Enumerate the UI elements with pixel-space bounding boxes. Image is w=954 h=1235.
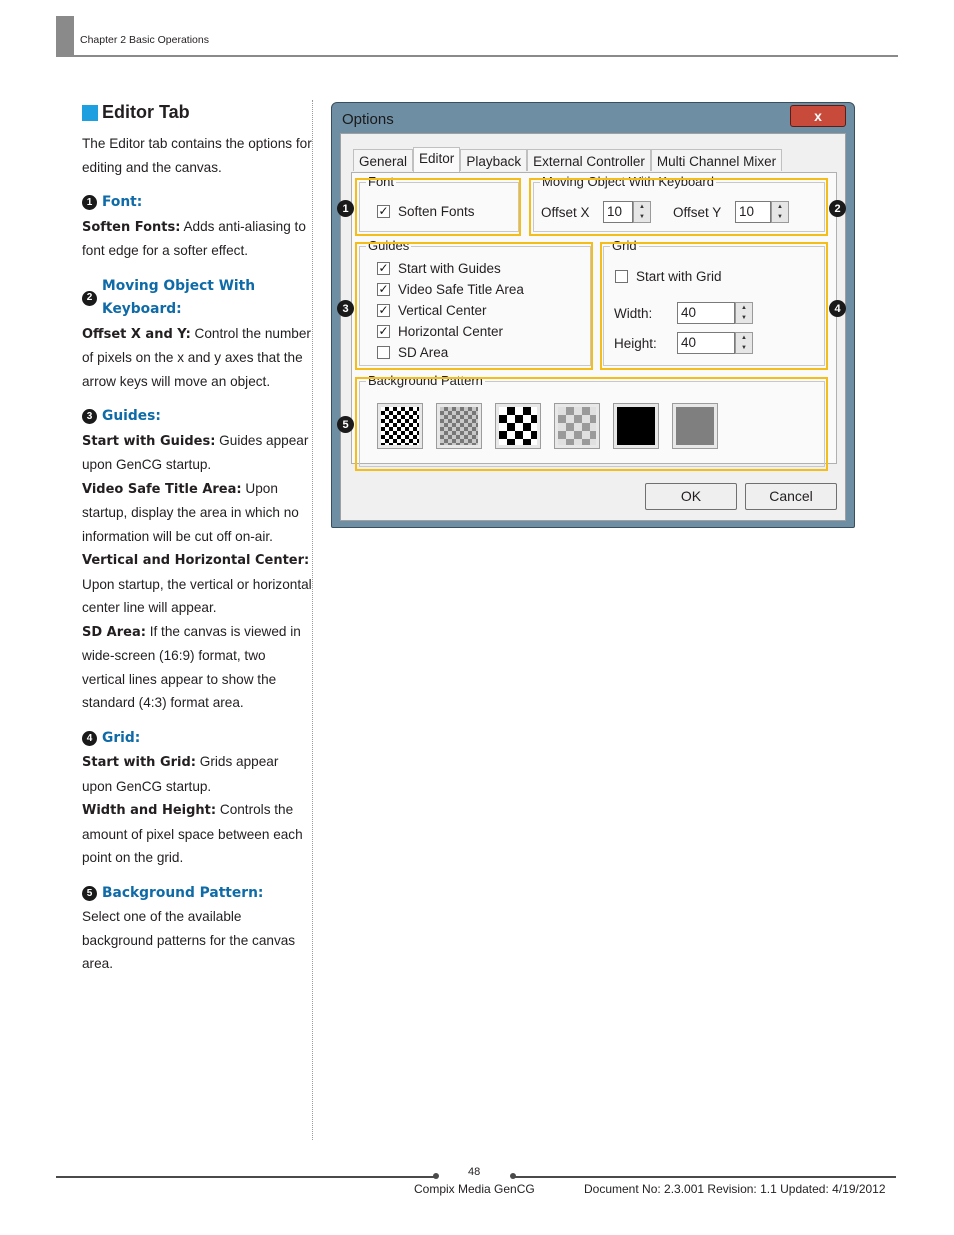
spin-arrows-icon[interactable]: ▲ ▼ — [735, 332, 753, 354]
checkbox-box: ✓ — [378, 282, 389, 296]
move-group-legend: Moving Object With Keyboard — [542, 174, 714, 189]
entry-term: Width and Height: — [82, 803, 217, 818]
section-title — [82, 100, 312, 126]
item-heading-text: Grid: — [102, 729, 141, 746]
close-button[interactable]: x — [790, 105, 846, 127]
ok-button[interactable]: OK — [645, 483, 737, 510]
entry-text: Select one of the available background patterns for the canvas area. — [82, 909, 296, 971]
description-column — [82, 100, 312, 976]
checkbox-label: Start with Guides — [398, 261, 501, 276]
item-list — [82, 179, 312, 976]
checkbox-box: ✓ — [378, 324, 389, 338]
section-gap — [82, 870, 312, 882]
item-entry — [82, 905, 312, 976]
item-heading — [82, 882, 312, 906]
item-number-badge: 2 — [82, 291, 97, 306]
section-gap — [82, 263, 312, 275]
item-number-badge: 5 — [82, 886, 97, 901]
callout-number-2: 2 — [829, 200, 846, 217]
spin-arrows-icon[interactable]: ▲ ▼ — [771, 201, 789, 223]
item-heading-text: Moving Object With Keyboard: — [102, 277, 256, 317]
tab-editor[interactable]: Editor — [413, 147, 460, 173]
section-intro: The Editor tab contains the options for editing and the canvas. — [82, 136, 312, 175]
page-number: 48 — [468, 1166, 481, 1178]
section-gap — [82, 393, 312, 405]
entry-term: Start with Grid: — [82, 755, 197, 770]
callout-frame-1 — [355, 178, 521, 236]
tab-playback[interactable]: Playback — [460, 149, 527, 171]
guides-group-legend: Guides — [368, 238, 410, 253]
checkbox-box: ✓ — [378, 204, 389, 218]
item-entry — [82, 477, 312, 549]
checkbox-label: Horizontal Center — [398, 324, 504, 339]
item-number-badge: 3 — [82, 409, 97, 424]
item-heading-text: Font: — [102, 194, 143, 210]
offset-y-label: Offset Y — [673, 205, 722, 220]
callout-frame-2 — [529, 178, 828, 236]
entry-term: Offset X and Y: — [82, 326, 191, 342]
item-heading — [82, 191, 312, 215]
item-number-badge: 1 — [82, 195, 97, 210]
grid-group-legend: Grid — [612, 238, 637, 253]
callout-number-5: 5 — [337, 416, 354, 433]
entry-term: SD Area: — [82, 624, 146, 640]
callout-frame-4 — [600, 242, 828, 370]
footer-rule-right — [514, 1176, 896, 1178]
footer-document-info: Document No: 2.3.001 Revision: 1.1 Updated: 4/19/2012 — [584, 1182, 886, 1196]
entry-text: Guides appear upon GenCG startup. — [82, 432, 309, 472]
entry-text: Controls the amount of pixel space between each point on the grid. — [82, 802, 303, 865]
callout-number-4: 4 — [829, 300, 846, 317]
cancel-button[interactable]: Cancel — [745, 483, 837, 510]
entry-text: Adds anti-aliasing to font edge for a softer effect. — [82, 218, 306, 258]
background-pattern-legend: Background Pattern — [368, 373, 483, 388]
item-entry — [82, 548, 312, 620]
item-entry — [82, 322, 312, 394]
entry-term: Start with Guides: — [82, 433, 216, 449]
footer-product: Compix Media GenCG — [414, 1182, 535, 1196]
checkbox-box: ✓ — [378, 303, 389, 317]
checkbox-label: Vertical Center — [398, 303, 487, 318]
entry-text: Grids appear upon GenCG startup. — [82, 754, 279, 794]
item-heading — [82, 405, 312, 429]
item-heading — [82, 727, 312, 751]
grid-width-field[interactable]: 40 — [677, 302, 735, 324]
checkbox-box: ✓ — [378, 261, 389, 275]
checkbox-label: Start with Grid — [636, 269, 722, 284]
offset-y-field[interactable]: 10 — [735, 201, 771, 223]
item-heading-text: Background Pattern: — [102, 884, 264, 901]
offset-x-field[interactable]: 10 — [603, 201, 633, 223]
checkbox-label: SD Area — [398, 345, 449, 360]
item-entry — [82, 429, 312, 477]
soften-fonts-label: Soften Fonts — [398, 204, 475, 219]
entry-text: Upon startup, the vertical or horizontal center line will appear. — [82, 576, 312, 615]
callout-number-1: 1 — [337, 200, 354, 217]
callout-frame-3 — [355, 242, 593, 370]
column-divider — [312, 100, 313, 1140]
section-title-text: Editor Tab — [102, 102, 190, 123]
title-square-icon — [82, 105, 98, 121]
header-bar — [56, 16, 74, 56]
tab-multi-channel-mixer[interactable]: Multi Channel Mixer — [651, 149, 782, 171]
section-gap — [82, 179, 312, 191]
item-entry — [82, 215, 312, 263]
entry-term: Video Safe Title Area: — [82, 481, 242, 497]
entry-text: If the canvas is viewed in wide-screen (16:9) format, two vertical lines appear to show the standard (4:3) format area. — [82, 623, 301, 710]
item-entry — [82, 798, 312, 870]
offset-x-label: Offset X — [541, 205, 590, 220]
grid-width-label: Width: — [614, 306, 653, 321]
entry-term: Soften Fonts: — [82, 219, 181, 235]
chapter-title: Chapter 2 Basic Operations — [80, 34, 209, 46]
entry-term: Vertical and Horizontal Center: — [82, 553, 310, 568]
grid-height-label: Height: — [614, 336, 657, 351]
tab-general[interactable]: General — [353, 149, 413, 171]
footer-dot-left — [433, 1173, 439, 1179]
header-rule — [56, 55, 898, 57]
item-heading — [82, 275, 312, 322]
tab-strip — [353, 147, 782, 171]
callout-number-3: 3 — [337, 300, 354, 317]
entry-text: Control the number of pixels on the x and y axes that the arrow keys will move an object. — [82, 325, 311, 389]
item-heading-text: Guides: — [102, 408, 161, 424]
spin-arrows-icon[interactable]: ▲ ▼ — [633, 201, 651, 223]
footer-rule-left — [56, 1176, 436, 1178]
spin-arrows-icon[interactable]: ▲ ▼ — [735, 302, 753, 324]
entry-text: Upon startup, display the area in which no information will be cut off on-air. — [82, 480, 299, 544]
font-group-legend: Font — [368, 174, 395, 189]
options-dialog — [331, 102, 855, 528]
tab-external-controller[interactable]: External Controller — [527, 149, 651, 171]
grid-height-field[interactable]: 40 — [677, 332, 735, 354]
checkbox-label: Video Safe Title Area — [398, 282, 524, 297]
item-entry — [82, 750, 312, 798]
dialog-client — [340, 133, 846, 521]
dialog-title: Options — [342, 111, 394, 128]
item-entry — [82, 620, 312, 715]
item-number-badge: 4 — [82, 731, 97, 746]
section-gap — [82, 715, 312, 727]
callout-frame-5 — [355, 377, 828, 471]
